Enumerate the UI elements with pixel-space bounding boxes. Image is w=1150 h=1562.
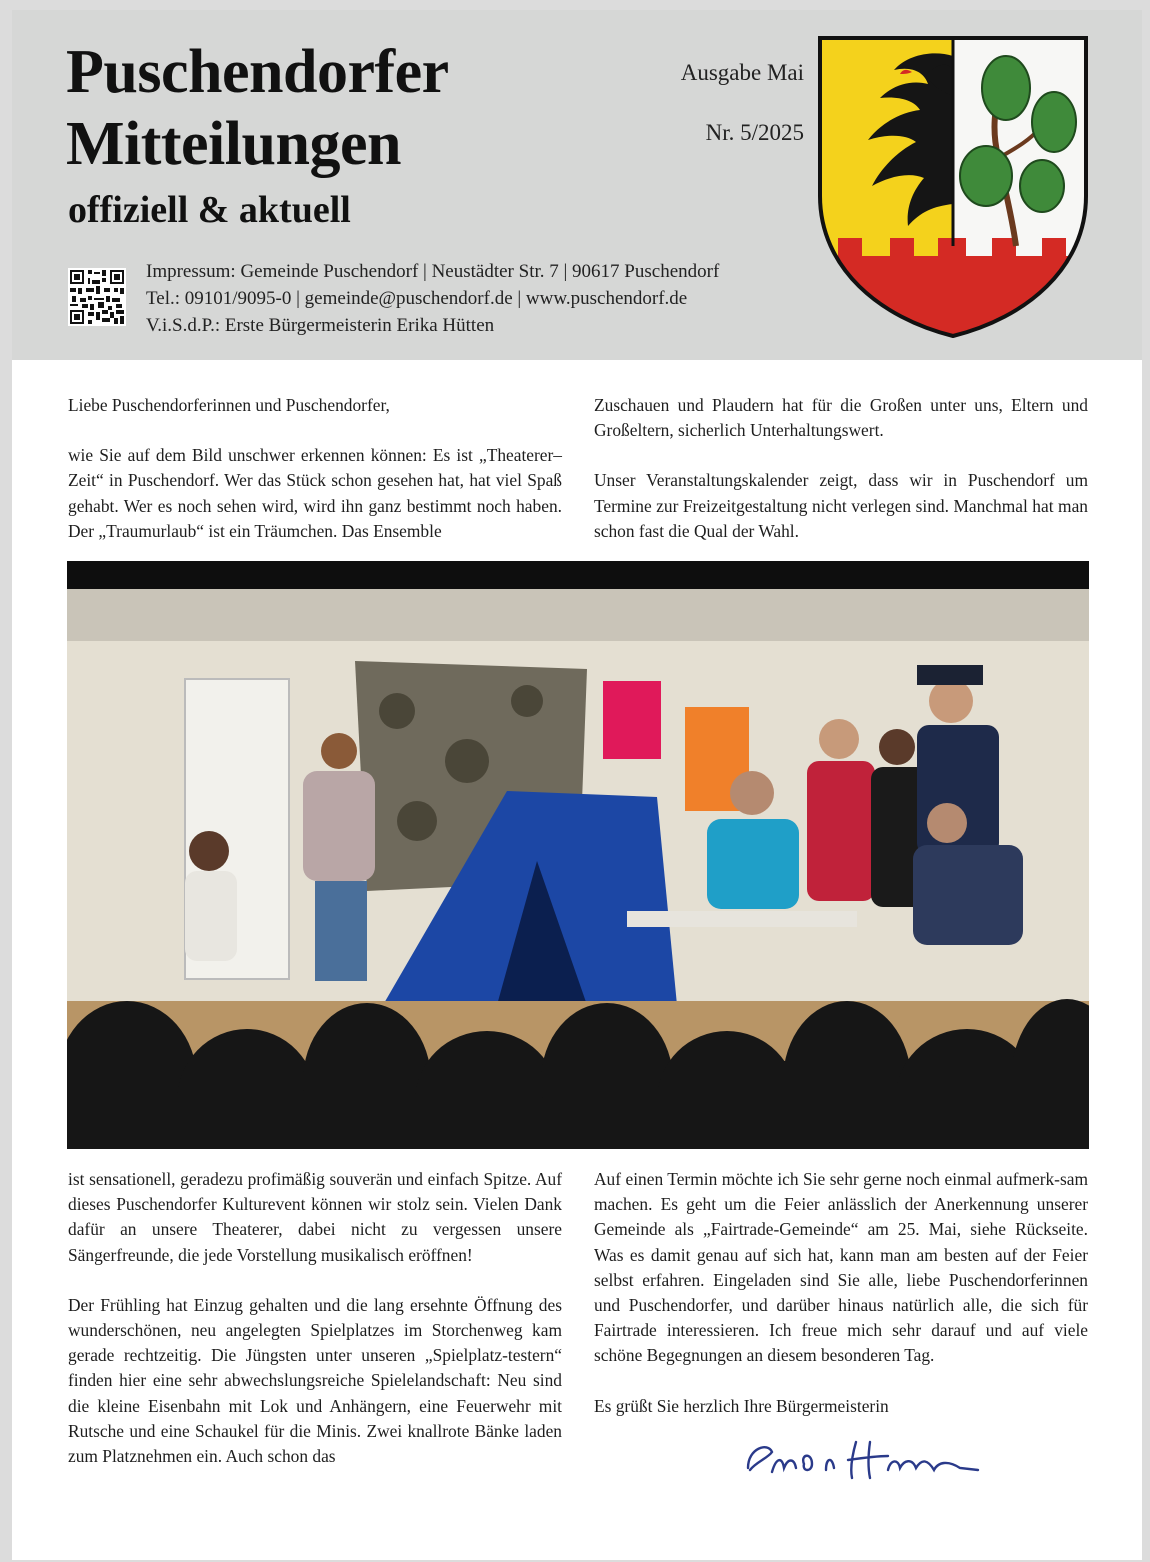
theater-stage-photo: [67, 561, 1089, 1149]
imprint: [146, 258, 719, 339]
qr-code-icon[interactable]: [68, 268, 126, 326]
letter-column-left-bottom: [68, 1167, 562, 1469]
letter-paragraph-1: wie Sie auf dem Bild unschwer erkennen können: Es ist „Theaterer–Zeit“ in Puschendorf. Wer das Stück schon gesehen hat, hat viel Spaß gehabt. Wer es noch sehen wird, wird ihn ganz bestimmt noch haben. Der „Traumurlaub“ ist ein Träumchen. Das Ensemble: [68, 445, 562, 541]
masthead: [12, 10, 1142, 360]
letter-closing: Es grüßt Sie herzlich Ihre Bürgermeisterin: [594, 1395, 889, 1416]
coat-of-arms-icon: [816, 36, 1090, 338]
newsletter-page: [12, 10, 1142, 1560]
letter-paragraph-3: Unser Veranstaltungskalender zeigt, dass wir in Puschendorf um Termine zur Freizeitgestaltung nicht verlegen sind. Manchmal hat man schon fast die Qual der Wahl.: [594, 470, 1088, 541]
issue-info: [681, 58, 804, 148]
handwritten-signature: [738, 1428, 988, 1488]
letter-column-right-top: [594, 393, 1088, 544]
letter-column-left-top: [68, 393, 562, 544]
issue-month: Ausgabe Mai: [680, 60, 804, 85]
letter-salutation: Liebe Puschendorferinnen und Puschendorfer,: [68, 395, 390, 415]
letter-paragraph-6: Auf einen Termin möchte ich Sie sehr gerne noch einmal aufmerk-sam machen. Es geht um die Feier anlässlich der Anerkennung unserer Gemeinde als „Fairtrade-Gemeinde“ am 25. Mai, siehe Rückseite. Was es damit genau auf sich hat, kann man am besten auf der Feier selbst erfahren. Eingeladen sind Sie alle, liebe Puschendorferinnen und Puschendorfer, und darüber hinaus natürlich alle, die sich für Fairtrade interessieren. Ich freue mich sehr darauf und auf viele schöne Begegnungen an diesem besonderen Tag.: [594, 1169, 1088, 1366]
title-line-2: Mitteilungen: [66, 110, 401, 178]
imprint-address: Impressum: Gemeinde Puschendorf | Neustädter Str. 7 | 90617 Puschendorf: [146, 261, 720, 282]
letter-column-right-bottom: [594, 1167, 1088, 1419]
newsletter-title: [66, 36, 449, 180]
letter-paragraph-2: Zuschauen und Plaudern hat für die Großen unter uns, Eltern und Großeltern, sicherlich Unterhaltungswert.: [594, 395, 1088, 441]
imprint-contact[interactable]: Tel.: 09101/9095-0 | gemeinde@puschendorf.de | www.puschendorf.de: [146, 288, 688, 309]
issue-number: Nr. 5/2025: [705, 120, 804, 145]
letter-paragraph-5: Der Frühling hat Einzug gehalten und die lang ersehnte Öffnung des wunderschönen, neu angelegten Spielplatzes im Storchenweg kam gerade rechtzeitig. Die Jüngsten unter unseren „Spielplatz-testern“ finden hier eine sehr abwechslungsreiche Spielelandschaft: Neu sind die kleine Eisenbahn mit Lok und Anhängern, eine Feuerwehr mit Rutsche und eine Schaukel für die Minis. Zwei knallrote Bänke laden zum Platznehmen ein. Auch schon das: [68, 1294, 562, 1467]
title-line-1: Puschendorfer: [66, 38, 449, 106]
imprint-responsible: V.i.S.d.P.: Erste Bürgermeisterin Erika Hütten: [146, 315, 495, 336]
letter-paragraph-4: ist sensationell, geradezu profimäßig souverän und einfach Spitze. Auf dieses Puschendorfer Kulturevent können wir stolz sein. Vielen Dank dafür an unsere Theaterer, dabei nicht zu vergessen unsere Sängerfreunde, die jede Vorstellung musikalisch eröffnen!: [68, 1169, 562, 1265]
newsletter-subtitle: offiziell & aktuell: [68, 189, 351, 231]
